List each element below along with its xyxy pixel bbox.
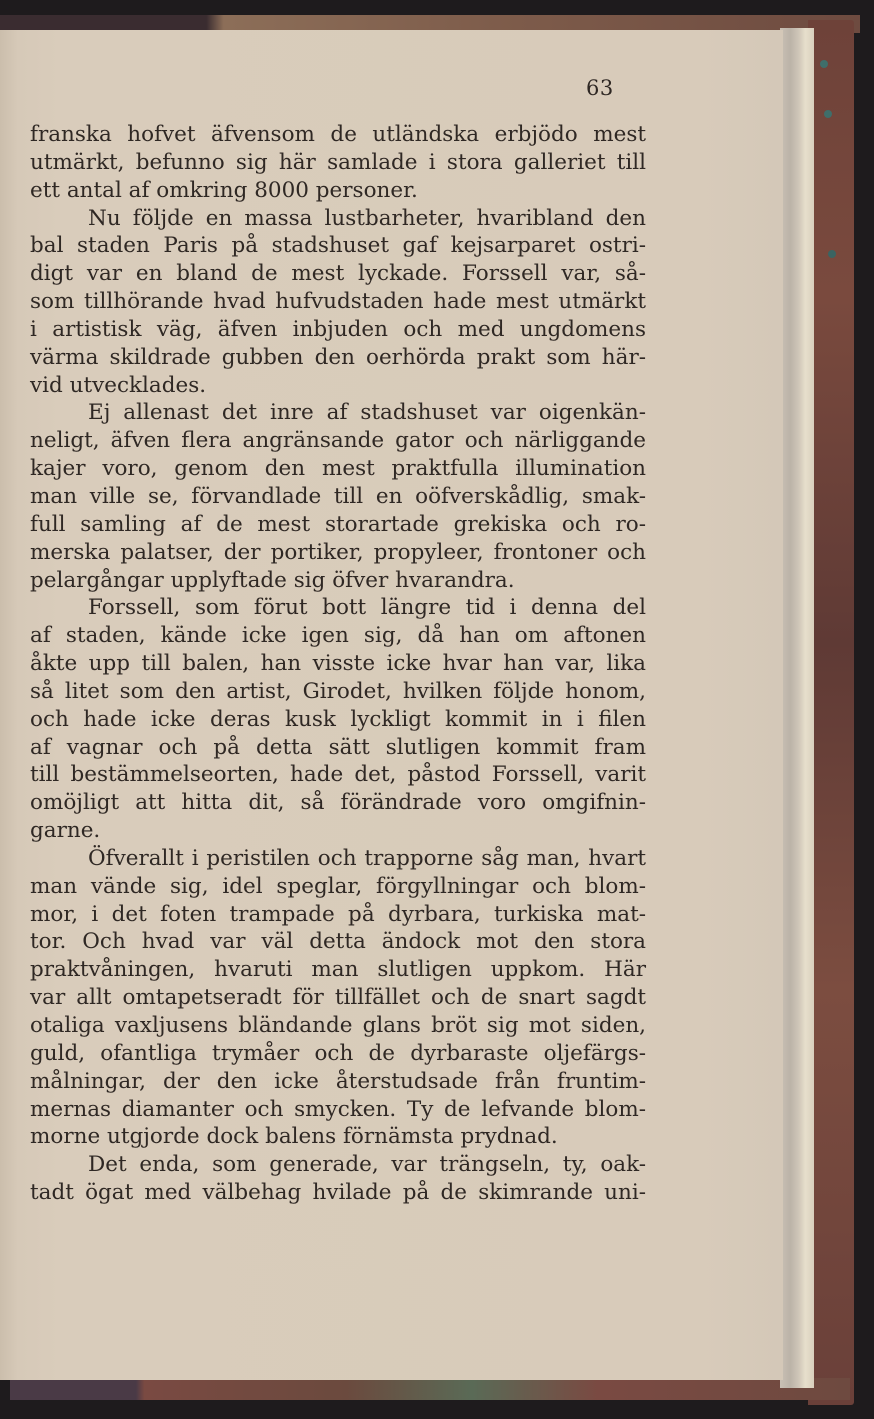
text-line: af vagnar och på detta sätt slutligen kommit fram xyxy=(30,734,646,760)
text-line: man ville se, förvandlade till en oöfverskådlig, smak- xyxy=(30,483,646,509)
text-line: morne utgjorde dock balens förnämsta prydnad. xyxy=(30,1124,558,1150)
paragraph xyxy=(30,121,646,205)
page-stack-edges xyxy=(780,28,814,1388)
text-line: praktvåningen, hvaruti man slutligen uppkom. Här xyxy=(30,957,646,983)
text-line: ett antal af omkring 8000 personer. xyxy=(30,177,418,203)
text-line: Det enda, som generade, var trängseln, ty, oak- xyxy=(88,1152,646,1178)
text-line: kajer voro, genom den mest praktfulla illumination xyxy=(30,456,646,482)
text-line: af staden, kände icke igen sig, då han om aftonen xyxy=(30,623,646,649)
book-cover-marbled-edge xyxy=(808,20,854,1405)
text-line: var allt omtapetseradt för tillfället och de snart sagdt xyxy=(30,985,646,1011)
text-line: utmärkt, befunno sig här samlade i stora galleriet till xyxy=(30,149,646,175)
book-cover-bottom-edge xyxy=(10,1378,850,1400)
paragraph xyxy=(30,1151,646,1207)
text-line: tadt ögat med välbehag hvilade på de skimrande uni- xyxy=(30,1180,646,1206)
text-line: franska hofvet äfvensom de utländska erbjödo mest xyxy=(30,122,646,147)
paragraph xyxy=(30,399,646,594)
text-line: merska palatser, der portiker, propyleer, frontoner och xyxy=(30,539,646,565)
text-line: bal staden Paris på stadshuset gaf kejsarparet ostri- xyxy=(30,233,646,259)
text-line: Ej allenast det inre af stadshuset var oigenkän- xyxy=(88,400,646,426)
text-line: åkte upp till balen, han visste icke hvar han var, lika xyxy=(30,651,646,677)
text-line: omöjligt att hitta dit, så förändrade voro omgifnin- xyxy=(30,790,646,816)
text-line: mernas diamanter och smycken. Ty de lefvande blom- xyxy=(30,1096,646,1122)
body-text xyxy=(30,121,646,1207)
text-line: som tillhörande hvad hufvudstaden hade mest utmärkt xyxy=(30,289,646,315)
text-line: vid utvecklades. xyxy=(30,372,207,398)
text-line: digt var en bland de mest lyckade. Forssell var, så- xyxy=(30,261,646,287)
text-line: målningar, der den icke återstudsade från fruntim- xyxy=(30,1068,646,1094)
text-line: och hade icke deras kusk lyckligt kommit in i filen xyxy=(30,706,646,732)
text-line: otaliga vaxljusens bländande glans bröt sig mot siden, xyxy=(30,1013,646,1038)
text-line: tor. Och hvad var väl detta ändock mot den stora xyxy=(30,929,646,955)
page-number: 63 xyxy=(586,76,614,100)
text-line: värma skildrade gubben den oerhörda prakt som här- xyxy=(30,344,646,370)
text-line: full samling af de mest storartade grekiska och ro- xyxy=(30,511,646,537)
text-line: garne. xyxy=(30,818,101,844)
paragraph xyxy=(30,845,646,1151)
text-line: så litet som den artist, Girodet, hvilken följde honom, xyxy=(30,678,646,704)
text-line: neligt, äfven flera angränsande gator och närliggande xyxy=(30,428,646,454)
text-line: Nu följde en massa lustbarheter, hvaribland den xyxy=(88,205,646,231)
text-line: pelargångar upplyftade sig öfver hvarandra. xyxy=(30,567,515,593)
paragraph xyxy=(30,594,646,845)
text-line: till bestämmelseorten, hade det, påstod Forssell, varit xyxy=(30,762,646,788)
text-line: guld, ofantliga trymåer och de dyrbaraste oljefärgs- xyxy=(30,1040,646,1066)
text-line: mor, i det foten trampade på dyrbara, turkiska mat- xyxy=(30,901,646,927)
text-line: man vände sig, idel speglar, förgyllningar och blom- xyxy=(30,873,646,899)
text-line: i artistisk väg, äfven inbjuden och med ungdomens xyxy=(30,316,646,342)
text-line: Forssell, som förut bott längre tid i denna del xyxy=(88,595,646,621)
paragraph xyxy=(30,205,646,400)
text-line: Öfverallt i peristilen och trapporne såg man, hvart xyxy=(88,845,646,871)
